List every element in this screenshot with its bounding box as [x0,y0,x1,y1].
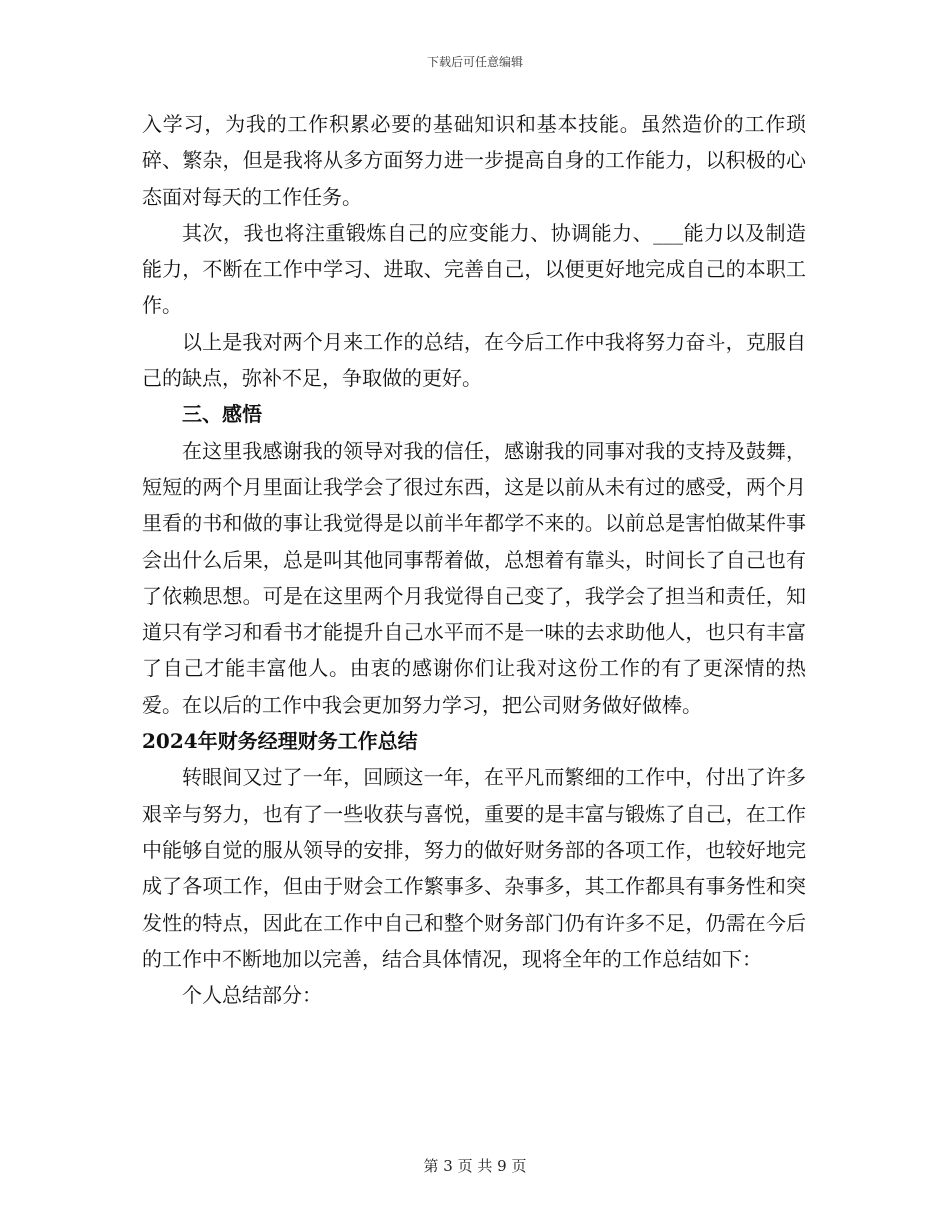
page-header: 下载后可任意编辑 [426,55,523,69]
paragraph-skills: 其次，我也将注重锻炼自己的应变能力、协调能力、___能力以及制造能力，不断在工作中学习、进取、完善自己，以便更好地完成自己的本职工作。 [142,220,806,318]
paragraph-gratitude: 在这里我感谢我的领导对我的信任，感谢我的同事对我的支持及鼓舞，短短的两个月里面让我学会了很过东西，这是以前从未有过的感受，两个月里看的书和做的事让我觉得是以前半年都学不来的。以前总是害怕做某件事会出什么后果，总是叫其他同事帮着做，总想着有靠头，时间长了自己也有了依赖思想。可是在这里两个月我觉得自己变了，我学会了担当和责任，知道只有学习和看书才能提升自己水平而不是一味的去求助他人，也只有丰富了自己才能丰富他人。由衷的感谢你们让我对这份工作的有了更深情的热爱。在以后的工作中我会更加努力学习，把公司财务做好做棒。 [142,438,806,717]
paragraph-intro: 转眼间又过了一年，回顾这一年，在平凡而繁细的工作中，付出了许多艰辛与努力，也有了一些收获与喜悦，重要的是丰富与锻炼了自己，在工作中能够自觉的服从领导的安排，努力的做好财务部的各项工作，也较好地完成了各项工作，但由于财会工作繁事多、杂事多，其工作都具有事务性和突发性的特点，因此在工作中自己和整个财务部门仍有许多不足，仍需在今后的工作中不断地加以完善，结合具体情况，现将全年的工作总结如下： [142,765,806,971]
paragraph-personal-summary: 个人总结部分： [182,983,322,1008]
section-heading-reflection: 三、感悟 [182,402,262,427]
document-body [142,106,806,1013]
paragraph-continuation: 入学习，为我的工作积累必要的基础知识和基本技能。虽然造价的工作琐碎、繁杂，但是我将从多方面努力进一步提高自身的工作能力，以积极的心态面对每天的工作任务。 [142,112,806,209]
paragraph-summary: 以上是我对两个月来工作的总结，在今后工作中我将努力奋斗，克服自己的缺点，弥补不足，争取做的更好。 [142,329,806,391]
page-footer: 第 3 页 共 9 页 [423,1157,527,1175]
document-title: 2024年财务经理财务工作总结 [142,729,418,754]
